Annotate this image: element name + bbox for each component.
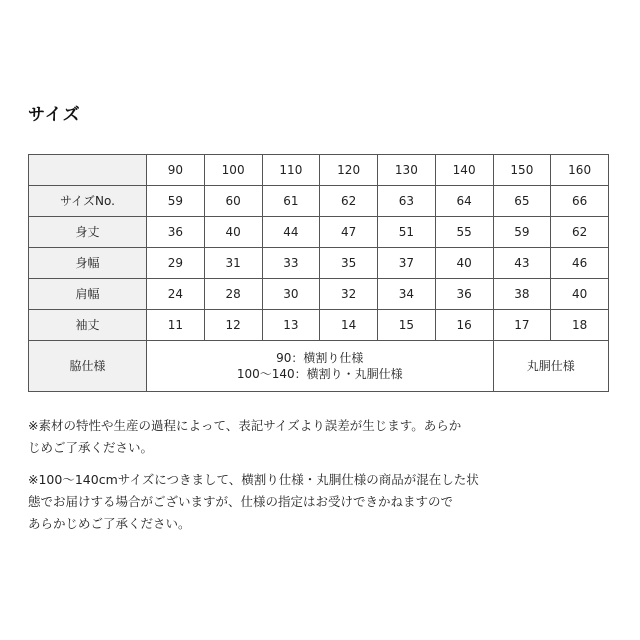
table-cell: 37 — [378, 248, 436, 279]
table-cell: 40 — [435, 248, 493, 279]
note-line: じめご了承ください。 — [28, 440, 154, 455]
table-row — [29, 217, 609, 248]
table-cell: 17 — [493, 310, 551, 341]
table-row — [29, 279, 609, 310]
table-cell: 51 — [378, 217, 436, 248]
row-label-size-no: サイズNo. — [29, 186, 147, 217]
size-header-cell: 150 — [493, 155, 551, 186]
size-header-cell: 120 — [320, 155, 378, 186]
note-line: ※100～140cmサイズにつきまして、横割り仕様・丸胴仕様の商品が混在した状 — [28, 472, 479, 487]
row-label-sleeve-length: 袖丈 — [29, 310, 147, 341]
note-line: 態でお届けする場合がございますが、仕様の指定はお受けできかねますので — [28, 494, 454, 509]
table-cell: 31 — [204, 248, 262, 279]
side-spec-right-cell: 丸胴仕様 — [493, 341, 609, 392]
table-cell: 35 — [320, 248, 378, 279]
table-row — [29, 310, 609, 341]
table-cell: 13 — [262, 310, 320, 341]
table-cell: 63 — [378, 186, 436, 217]
table-cell: 38 — [493, 279, 551, 310]
page-title: サイズ — [28, 105, 81, 125]
row-label-body-width: 身幅 — [29, 248, 147, 279]
size-header-cell: 140 — [435, 155, 493, 186]
table-cell: 64 — [435, 186, 493, 217]
table-cell: 15 — [378, 310, 436, 341]
table-cell: 14 — [320, 310, 378, 341]
row-label-side-spec: 脇仕様 — [29, 341, 147, 392]
note-tolerance — [28, 415, 613, 459]
table-cell: 43 — [493, 248, 551, 279]
table-cell: 33 — [262, 248, 320, 279]
table-cell: 55 — [435, 217, 493, 248]
table-cell: 40 — [204, 217, 262, 248]
side-spec-row — [29, 341, 609, 392]
header-corner-cell — [29, 155, 147, 186]
side-spec-line: 100～140：横割り・丸胴仕様 — [236, 367, 403, 381]
side-spec-cell — [147, 341, 494, 392]
size-header-cell: 160 — [551, 155, 609, 186]
table-cell: 36 — [147, 217, 205, 248]
size-table — [28, 154, 609, 392]
table-cell: 34 — [378, 279, 436, 310]
table-cell: 44 — [262, 217, 320, 248]
table-cell: 66 — [551, 186, 609, 217]
table-cell: 47 — [320, 217, 378, 248]
header-row — [29, 155, 609, 186]
table-cell: 32 — [320, 279, 378, 310]
size-header-cell: 90 — [147, 155, 205, 186]
side-spec-line: 90：横割り仕様 — [276, 350, 364, 365]
table-cell: 12 — [204, 310, 262, 341]
table-cell: 46 — [551, 248, 609, 279]
table-row — [29, 248, 609, 279]
row-label-body-length: 身丈 — [29, 217, 147, 248]
note-line: ※素材の特性や生産の過程によって、表記サイズより誤差が生じます。あらか — [28, 418, 462, 433]
table-row — [29, 186, 609, 217]
table-cell: 24 — [147, 279, 205, 310]
table-cell: 65 — [493, 186, 551, 217]
table-cell: 36 — [435, 279, 493, 310]
row-label-shoulder-width: 肩幅 — [29, 279, 147, 310]
table-cell: 62 — [320, 186, 378, 217]
table-cell: 62 — [551, 217, 609, 248]
table-cell: 30 — [262, 279, 320, 310]
table-cell: 16 — [435, 310, 493, 341]
table-cell: 11 — [147, 310, 205, 341]
size-header-cell: 130 — [378, 155, 436, 186]
size-header-cell: 100 — [204, 155, 262, 186]
table-cell: 59 — [147, 186, 205, 217]
table-cell: 18 — [551, 310, 609, 341]
table-cell: 28 — [204, 279, 262, 310]
table-cell: 29 — [147, 248, 205, 279]
table-cell: 61 — [262, 186, 320, 217]
table-cell: 60 — [204, 186, 262, 217]
table-cell: 40 — [551, 279, 609, 310]
table-cell: 59 — [493, 217, 551, 248]
note-spec-mix — [28, 469, 613, 535]
note-line: あらかじめご了承ください。 — [28, 516, 191, 531]
size-header-cell: 110 — [262, 155, 320, 186]
